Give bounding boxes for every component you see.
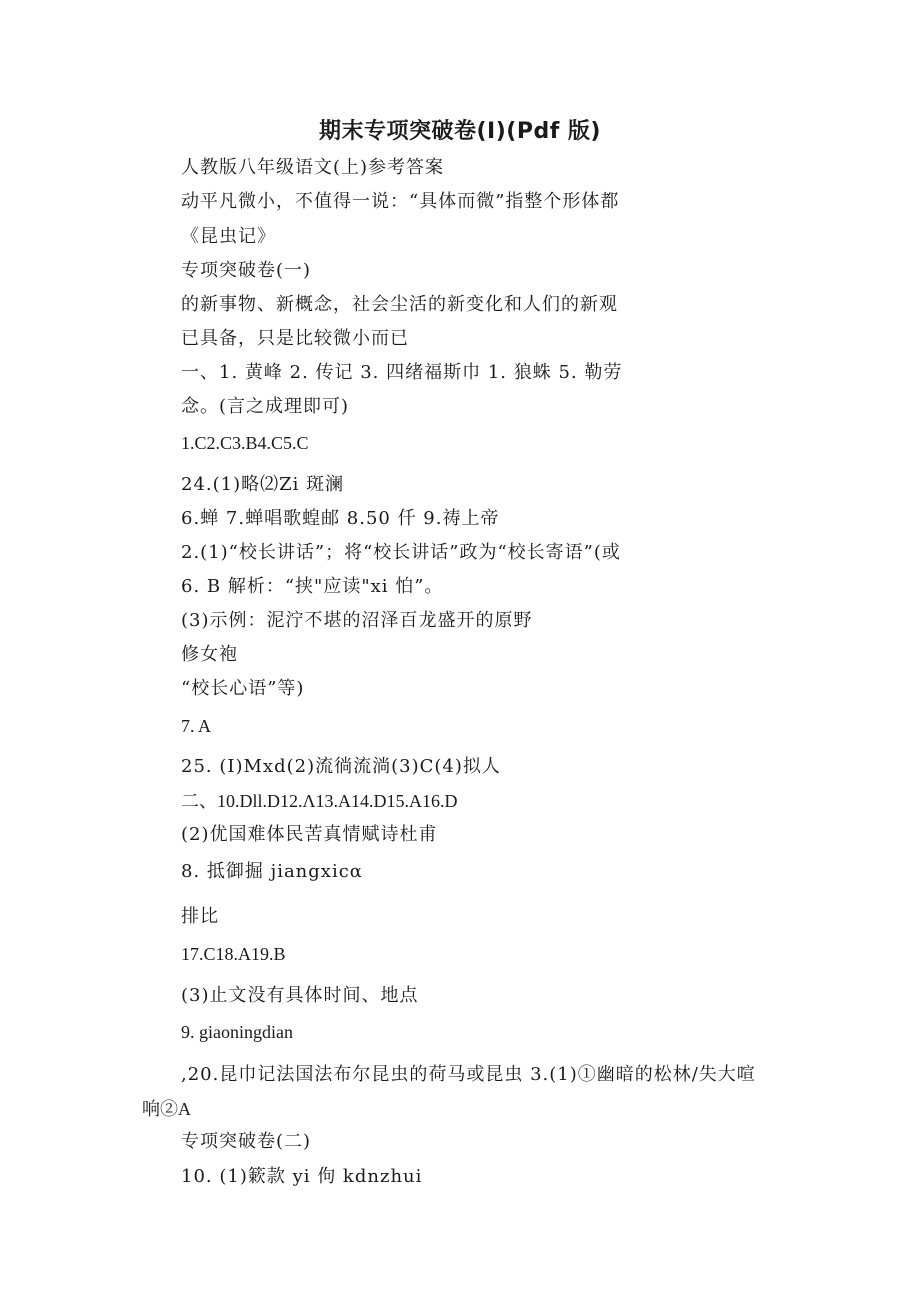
text-line-21: 8. 抵御掘 jiangxicα: [181, 861, 363, 882]
text-line-29: 10. (1)簌款 yi 佝 kdnzhui: [181, 1166, 423, 1187]
text-line-2: 动平凡微小，不值得一说：“具体而微”指整个形体都: [181, 191, 620, 212]
text-line-12: 2.(1)“校长讲话”；将“校长讲话”政为“校长寄语”(或: [181, 542, 621, 563]
text-line-9: 1.C2.C3.B4.C5.C: [181, 433, 309, 453]
text-line-10: 24.(1)略⑵Zi 斑澜: [181, 474, 345, 495]
text-line-5: 的新事物、新概念，社会尘活的新变化和人们的新观: [181, 294, 618, 315]
text-line-4: 专项突破卷(一): [181, 260, 312, 281]
text-line-14: (3)示例：泥泞不堪的沼泽百龙盛开的原野: [181, 610, 533, 631]
text-line-13: 6. B 解析：“挟"应读"xi 怕”。: [181, 576, 444, 597]
text-line-26: ,20.昆巾记法国法布尔昆虫的荷马或昆虫 3.(1)①幽暗的松林/失大喧: [181, 1064, 756, 1085]
text-line-8: 念。(言之成理即可): [181, 396, 350, 417]
text-line-17: 7. A: [181, 716, 212, 736]
text-line-7: 一、1. 黄峰 2. 传记 3. 四绪福斯巾 1. 狼蛛 5. 勒劳: [181, 362, 623, 383]
text-line-25: 9. giaoningdian: [181, 1022, 293, 1042]
text-line-22: 排比: [181, 906, 219, 927]
text-line-24: (3)止文没有具体时间、地点: [181, 985, 419, 1006]
text-line-11: 6.蝉 7.蝉唱歌蝗邮 8.50 仟 9.祷上帝: [181, 508, 500, 529]
text-line-19: 二、10.Dll.D12.Λ13.A14.D15.A16.D: [181, 791, 458, 811]
text-line-28: 专项突破卷(二): [181, 1131, 312, 1152]
text-line-27: 响②A: [142, 1099, 191, 1119]
text-line-16: “校长心语”等): [181, 678, 305, 699]
text-line-15: 修女袍: [181, 644, 238, 665]
text-line-6: 已具备，只是比较微小而已: [181, 328, 409, 349]
text-line-3: 《昆虫记》: [181, 226, 276, 247]
text-line-20: (2)优国难体民苦真情赋诗杜甫: [181, 824, 438, 845]
text-line-18: 25. (I)Mxd(2)流徜流淌(3)C(4)拟人: [181, 756, 501, 777]
text-line-23: 17.C18.A19.B: [181, 944, 286, 964]
document-title: 期末专项突破卷(Ⅰ)(Pdf 版): [318, 119, 601, 144]
text-line-1: 人教版八年级语文(上)参考答案: [181, 157, 445, 178]
